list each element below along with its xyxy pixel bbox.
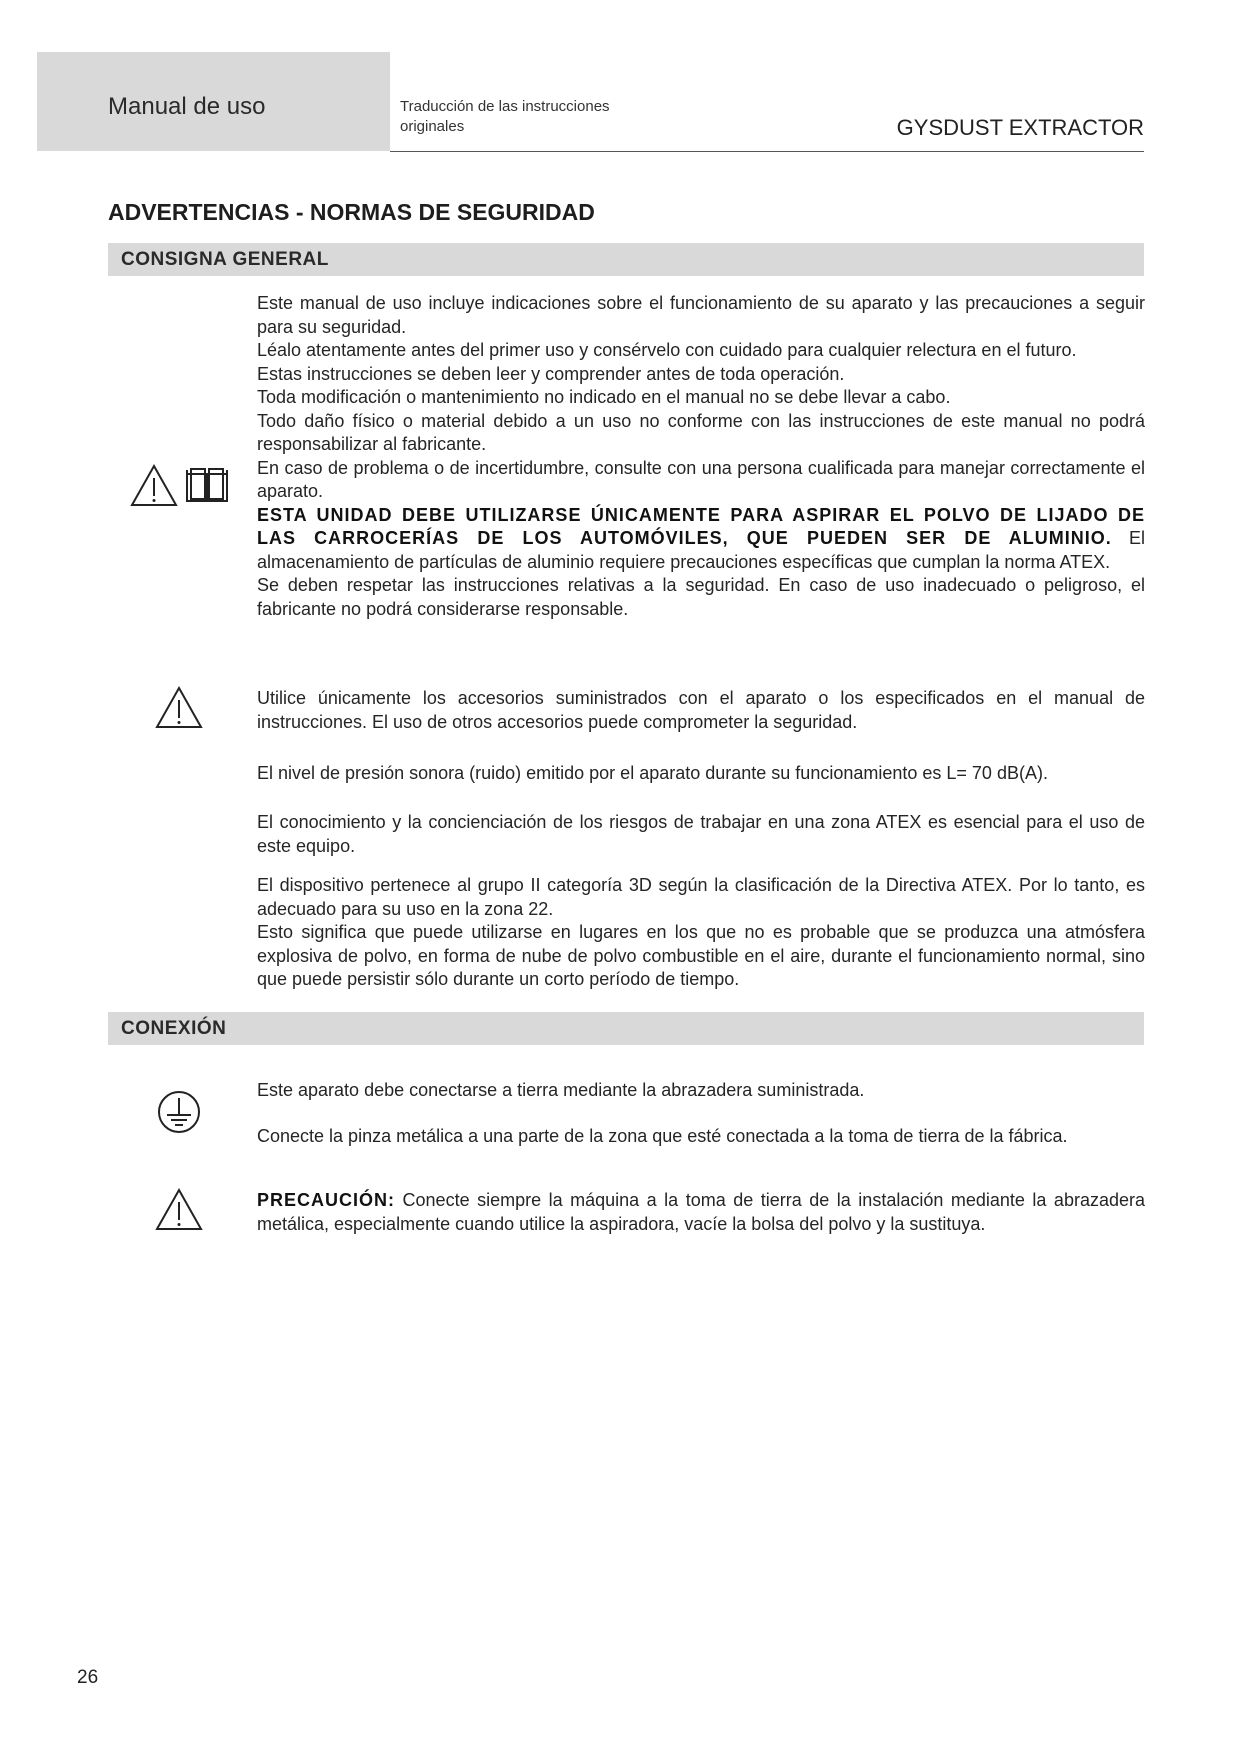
header-divider [390, 151, 1144, 152]
accessories-paragraph: Utilice únicamente los accesorios suministrados con el aparato o los especificados en el manual de instrucciones. El uso de otros accesorios puede comprometer la seguridad. [257, 688, 1145, 732]
ground-icon [157, 1090, 201, 1134]
header-manual-box [37, 52, 390, 151]
general-paragraph: Todo daño físico o material debido a un uso no conforme con las instrucciones de este manual no podrá responsabilizar al fabricante. [257, 410, 1145, 454]
atex-meaning-paragraph: Esto significa que puede utilizarse en lugares en los que no es probable que se produzca una atmósfera explosiva de polvo, en forma de nube de polvo combustible en el aire, durante el funcionamiento normal, sino que puede persistir sólo durante un corto período de tiempo. [257, 922, 1145, 989]
general-paragraph: Toda modificación o mantenimiento no indicado en el manual no se debe llevar a cabo. [257, 387, 951, 407]
section-connection-heading: CONEXIÓN [108, 1012, 1144, 1045]
section-general-heading: CONSIGNA GENERAL [108, 243, 1144, 276]
manual-label: Manual de uso [108, 93, 266, 120]
clamp-paragraph: Conecte la pinza metálica a una parte de la zona que esté conectada a la toma de tierra de la fábrica. [257, 1126, 1068, 1146]
caution-label: PRECAUCIÓN: [257, 1190, 396, 1210]
ground-paragraph: Este aparato debe conectarse a tierra mediante la abrazadera suministrada. [257, 1080, 865, 1100]
safety-paragraph: Se deben respetar las instrucciones relativas a la seguridad. En caso de uso inadecuado o peligroso, el fabricante no podrá considerarse responsable. [257, 575, 1145, 619]
noise-paragraph: El nivel de presión sonora (ruido) emitido por el aparato durante su funcionamiento es L= 70 dB(A). [257, 763, 1048, 783]
warning-triangle-icon [155, 685, 203, 730]
atex-block [257, 874, 1145, 992]
general-paragraph: En caso de problema o de incertidumbre, consulte con una persona cualificada para manejar correctamente el aparato. [257, 457, 1145, 501]
general-instructions-block [257, 292, 1145, 621]
atex-group-paragraph: El dispositivo pertenece al grupo II categoría 3D según la clasificación de la Directiva ATEX. Por lo tanto, es adecuado para su uso en la zona 22. [257, 875, 1145, 919]
general-paragraph: Este manual de uso incluye indicaciones sobre el funcionamiento de su aparato y las precauciones a seguir para su seguridad. [257, 293, 1145, 337]
aluminium-warning-strong: ESTA UNIDAD DEBE UTILIZARSE ÚNICAMENTE PARA ASPIRAR EL POLVO DE LIJADO DE LAS CARROCERÍAS DE LOS AUTOMÓVILES, QUE PUEDEN SER DE ALUMINIO. [257, 504, 1145, 548]
page-number: 26 [77, 1667, 99, 1688]
aluminium-warning [257, 504, 1145, 575]
caution-text: Conecte siempre la máquina a la toma de tierra de la instalación mediante la abrazadera metálica, especialmente cuando utilice la aspiradora, vacíe la bolsa del polvo y la sustituya. [257, 1190, 1145, 1234]
warning-triangle-icon [155, 1187, 203, 1232]
general-paragraph: Estas instrucciones se deben leer y comprender antes de toda operación. [257, 363, 845, 384]
atex-knowledge-paragraph: El conocimiento y la concienciación de los riesgos de trabajar en una zona ATEX es esencial para el uso de este equipo. [257, 812, 1145, 856]
aluminium-warning-rest: El almacenamiento de partículas de aluminio requiere precauciones específicas que cumplan la norma ATEX. [257, 528, 1145, 572]
product-name: GYSDUST EXTRACTOR [896, 115, 1144, 140]
read-manual-book-icon [184, 466, 230, 504]
general-paragraph: Léalo atentamente antes del primer uso y consérvelo con cuidado para cualquier relectura en el futuro. [257, 340, 1077, 360]
translation-note: Traducción de las instrucciones originales [400, 98, 610, 135]
warning-triangle-icon [130, 463, 178, 508]
caution-paragraph [257, 1189, 1145, 1236]
page-title: ADVERTENCIAS - NORMAS DE SEGURIDAD [108, 199, 595, 225]
